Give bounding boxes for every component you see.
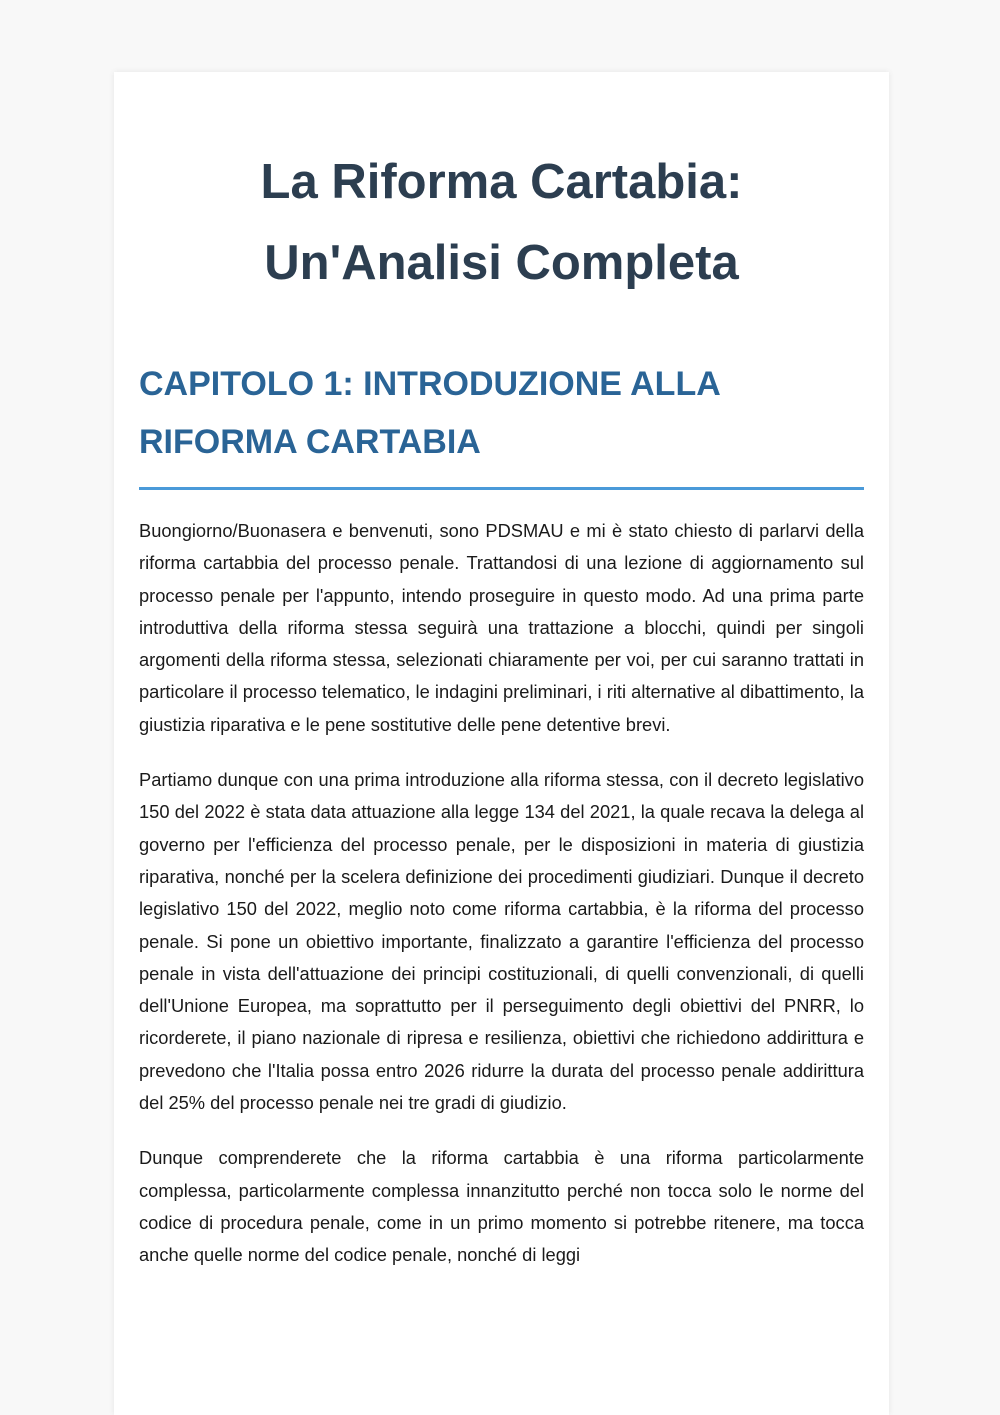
document-title bbox=[139, 142, 864, 304]
document-page bbox=[114, 72, 889, 1415]
document-content bbox=[139, 142, 864, 1272]
document-title-line-1: La Riforma Cartabia: bbox=[260, 155, 743, 209]
chapter-heading bbox=[139, 355, 864, 490]
body-paragraph-2: Partiamo dunque con una prima introduzione alla riforma stessa, con il decreto legislativo 150 del 2022 è stata data attuazione alla legge 134 del 2021, la quale recava la delega al governo per l'efficienza del processo penale, per le disposizioni in materia di giustizia riparativa, nonché per la scelera definizione dei procedimenti giudiziari. Dunque il decreto legislativo 150 del 2022, meglio noto come riforma cartabbia, è la riforma del processo penale. Si pone un obiettivo importante, finalizzato a garantire l'efficienza del processo penale in vista dell'attuazione dei principi costituzionali, di quelli convenzionali, di quelli dell'Unione Europea, ma soprattutto per il perseguimento degli obiettivi del PNRR, lo ricorderete, il piano nazionale di ripresa e resilienza, obiettivi che richiedono addirittura e prevedono che l'Italia possa entro 2026 ridurre la durata del processo penale addirittura del 25% del processo penale nei tre gradi di giudizio. bbox=[139, 769, 864, 1114]
chapter-heading-line-2: RIFORMA CARTABIA bbox=[139, 423, 481, 461]
chapter-heading-line-1: CAPITOLO 1: INTRODUZIONE ALLA bbox=[139, 365, 721, 403]
body-paragraph-1: Buongiorno/Buonasera e benvenuti, sono PDSMAU e mi è stato chiesto di parlarvi della riforma cartabbia del processo penale. Trattandosi di una lezione di aggiornamento sul processo penale per l'appunto, intendo proseguire in questo modo. Ad una prima parte introduttiva della riforma stessa seguirà una trattazione a blocchi, quindi per singoli argomenti della riforma stessa, selezionati chiaramente per voi, per cui saranno trattati in particolare il processo telematico, le indagini preliminari, i riti alternative al dibattimento, la giustizia riparativa e le pene sostitutive delle pene detentive brevi. bbox=[139, 520, 864, 735]
body-paragraph-3: Dunque comprenderete che la riforma cartabbia è una riforma particolarmente complessa, particolarmente complessa innanzitutto perché non tocca solo le norme del codice di procedura penale, come in un primo momento si potrebbe ritenere, ma tocca anche quelle norme del codice penale, nonché di leggi bbox=[139, 1147, 864, 1266]
document-title-line-2: Un'Analisi Completa bbox=[264, 236, 739, 290]
